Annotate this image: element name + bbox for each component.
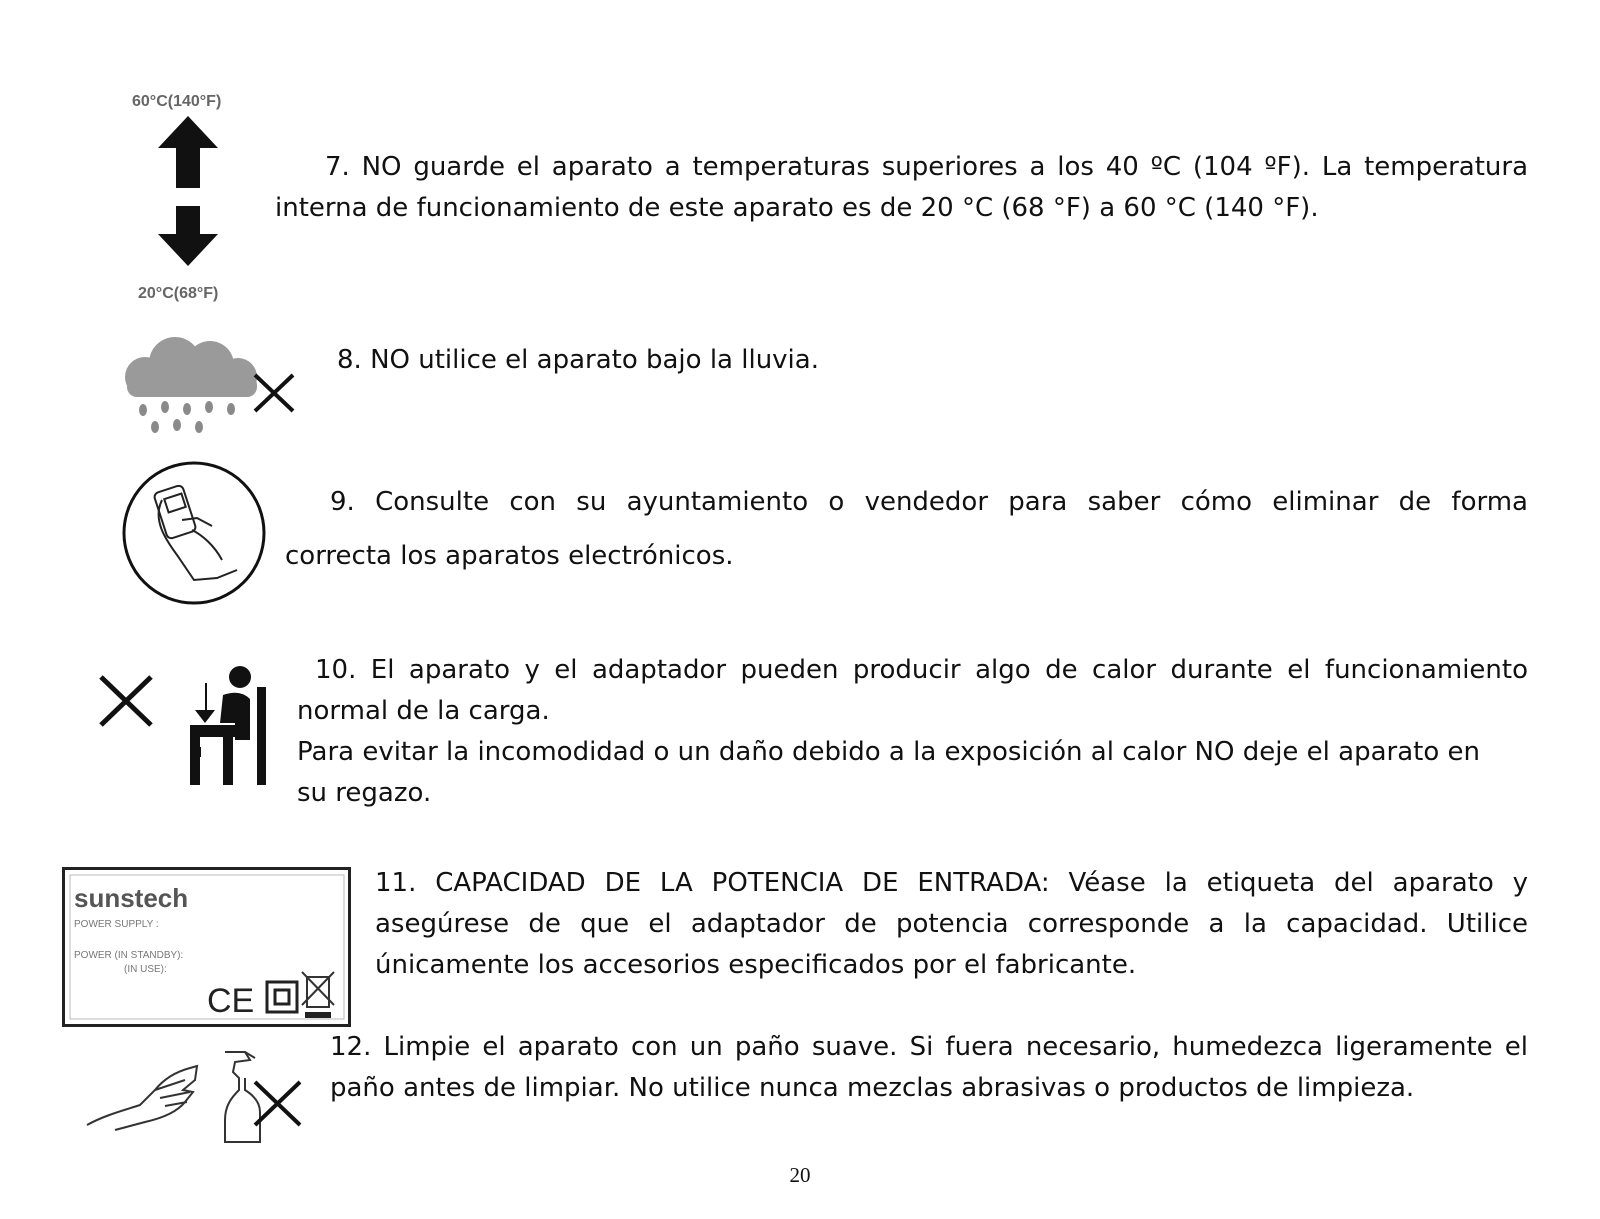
arrow-down-icon <box>158 206 218 266</box>
item-12-text <box>330 1027 1528 1109</box>
item-9-line-2: correcta los aparatos electrónicos. <box>285 541 734 571</box>
temperature-range-icon <box>128 88 258 306</box>
item-8-text <box>337 340 1527 381</box>
brand-logo: sunstech <box>74 883 189 913</box>
item-10-line-2: normal de la carga. <box>297 696 550 726</box>
item-11-line-2: asegúrese de que el adaptador de potencia corresponde a la capacidad. Utilice <box>375 909 1528 939</box>
no-lap-use-icon <box>95 665 275 805</box>
item-9-line-1: 9. Consulte con su ayuntamiento o vendedor para saber cómo eliminar de forma <box>330 487 1528 517</box>
item-10-line-1: 10. El aparato y el adaptador pueden producir algo de calor durante el funcionamiento <box>315 655 1528 685</box>
rain-cloud-icon <box>115 335 300 435</box>
hand-cloth-icon <box>87 1066 197 1130</box>
page-number: 20 <box>789 1163 811 1187</box>
item-11-line-3: únicamente los accesorios especificados por el fabricante. <box>375 950 1137 980</box>
item-9-text <box>285 475 1528 583</box>
item-10-line-3: Para evitar la incomodidad o un daño debido a la exposición al calor NO deje el aparato en <box>297 737 1480 767</box>
temperature-low-label: 20°C(68°F) <box>138 285 219 302</box>
label-line-2: POWER (IN STANDBY): <box>74 950 184 961</box>
item-10-text <box>297 650 1528 814</box>
cross-icon <box>255 1082 300 1125</box>
label-line-1: POWER SUPPLY : <box>74 919 159 930</box>
arrow-up-icon <box>158 116 218 188</box>
temperature-high-label: 60°C(140°F) <box>132 93 222 110</box>
item-7-line-2: interna de funcionamiento de este aparato es de 20 °C (68 °F) a 60 °C (140 °F). <box>275 193 1319 223</box>
item-7-text <box>275 147 1528 229</box>
cleaning-icon <box>85 1050 310 1145</box>
arrow-down-icon <box>195 683 215 723</box>
item-10-line-4: su regazo. <box>297 778 432 808</box>
ce-mark: CE <box>207 982 255 1020</box>
cross-icon <box>101 677 151 725</box>
item-8-line-1: 8. NO utilice el aparato bajo la lluvia. <box>337 345 819 375</box>
device-disposal-icon <box>122 460 272 610</box>
label-line-3: (IN USE): <box>124 964 167 975</box>
item-7-line-1: 7. NO guarde el aparato a temperaturas superiores a los 40 ºC (104 ºF). La temperatura <box>325 152 1528 182</box>
item-12-line-1: 12. Limpie el aparato con un paño suave. Si fuera necesario, humedezca ligeramente el <box>330 1032 1528 1062</box>
item-11-text <box>375 863 1528 986</box>
item-12-line-2: paño antes de limpiar. No utilice nunca mezclas abrasivas o productos de limpieza. <box>330 1073 1415 1103</box>
item-11-line-1: 11. CAPACIDAD DE LA POTENCIA DE ENTRADA: Véase la etiqueta del aparato y <box>375 868 1528 898</box>
cross-icon <box>255 375 293 411</box>
spray-bottle-icon <box>225 1052 260 1142</box>
rating-label-icon <box>62 867 352 1027</box>
